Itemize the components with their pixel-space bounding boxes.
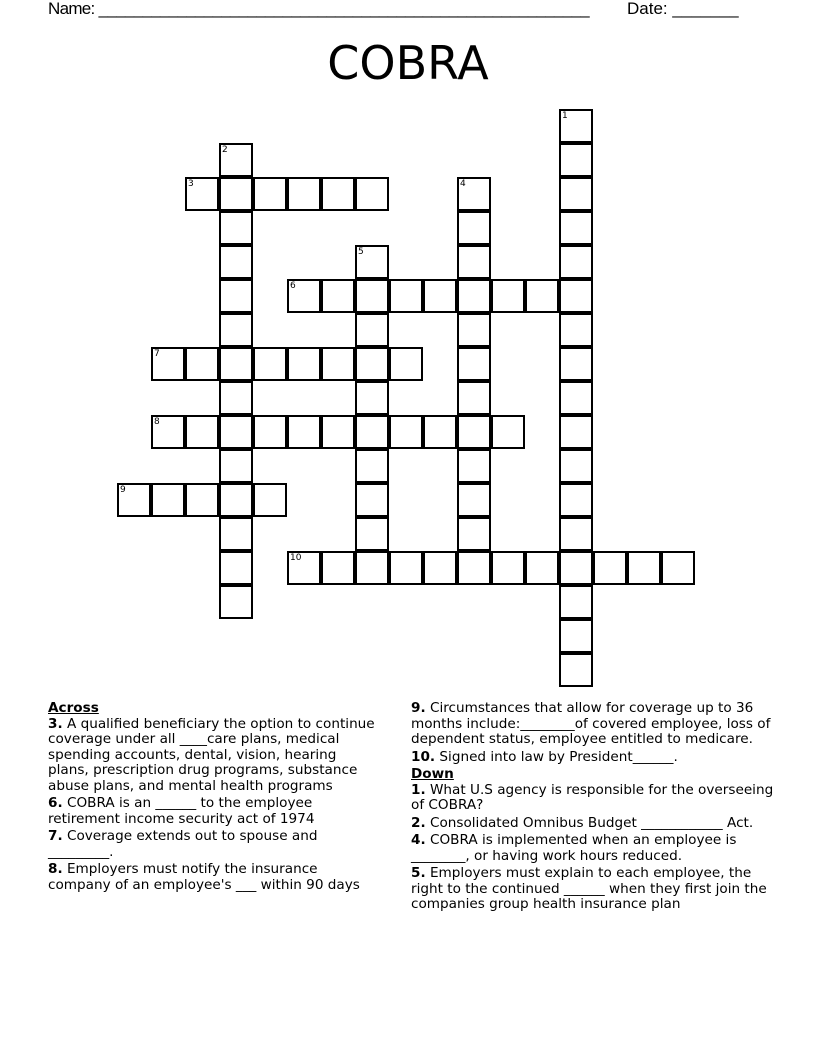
clue-number-label: 10 xyxy=(290,553,302,563)
clues-left-column xyxy=(48,701,378,895)
grid-cell[interactable] xyxy=(389,347,423,381)
grid-cell[interactable] xyxy=(355,279,389,313)
clue-number-label: 6 xyxy=(290,281,296,291)
clue-across-7 xyxy=(48,829,358,860)
grid-cell[interactable] xyxy=(457,279,491,313)
grid-cell[interactable] xyxy=(185,177,219,211)
grid-cell[interactable] xyxy=(219,177,253,211)
grid-cell[interactable] xyxy=(559,483,593,517)
clue-number: 7. xyxy=(48,828,63,844)
grid-cell[interactable] xyxy=(525,279,559,313)
grid-cell[interactable] xyxy=(355,381,389,415)
grid-cell[interactable] xyxy=(321,551,355,585)
grid-cell[interactable] xyxy=(355,245,389,279)
across-heading: Across xyxy=(48,700,99,716)
grid-cell[interactable] xyxy=(321,347,355,381)
clue-number: 3. xyxy=(48,715,63,732)
grid-cell[interactable] xyxy=(219,313,253,347)
clue-across-8 xyxy=(48,862,378,893)
clue-number-label: 2 xyxy=(222,145,228,155)
grid-cell[interactable] xyxy=(151,415,185,449)
grid-cell[interactable] xyxy=(457,245,491,279)
grid-cell[interactable] xyxy=(559,619,593,653)
clue-text: A qualified beneficiary the option to continue coverage under all ____care plans, medical spending accounts, dental, vision, hearing plans, prescription drug programs, substance abuse plans, and mental health programs xyxy=(48,715,375,794)
clue-across-6 xyxy=(48,796,378,827)
grid-cell[interactable] xyxy=(219,551,253,585)
grid-cell[interactable] xyxy=(321,177,355,211)
grid-cell[interactable] xyxy=(355,177,389,211)
grid-cell[interactable] xyxy=(559,177,593,211)
clue-down-2 xyxy=(411,816,783,832)
grid-cell[interactable] xyxy=(219,449,253,483)
clues-right-column xyxy=(411,701,783,915)
clue-number: 4. xyxy=(411,832,426,848)
clue-number: 10. xyxy=(411,748,436,765)
grid-cell[interactable] xyxy=(355,449,389,483)
clue-number-label: 7 xyxy=(154,349,160,359)
grid-cell[interactable] xyxy=(219,211,253,245)
grid-cell[interactable] xyxy=(321,279,355,313)
grid-cell[interactable] xyxy=(287,347,321,381)
grid-cell[interactable] xyxy=(559,211,593,245)
clue-across-10 xyxy=(411,750,783,766)
grid-cell[interactable] xyxy=(389,415,423,449)
grid-cell[interactable] xyxy=(457,449,491,483)
grid-cell[interactable] xyxy=(423,279,457,313)
clue-number: 1. xyxy=(411,781,426,798)
grid-cell[interactable] xyxy=(389,279,423,313)
grid-cell[interactable] xyxy=(219,245,253,279)
grid-cell[interactable] xyxy=(491,279,525,313)
grid-cell[interactable] xyxy=(457,211,491,245)
grid-cell[interactable] xyxy=(355,347,389,381)
grid-cell[interactable] xyxy=(457,483,491,517)
grid-cell[interactable] xyxy=(219,347,253,381)
grid-cell[interactable] xyxy=(559,449,593,483)
grid-cell[interactable] xyxy=(151,347,185,381)
grid-cell[interactable] xyxy=(559,415,593,449)
grid-cell[interactable] xyxy=(355,517,389,551)
grid-cell[interactable] xyxy=(423,415,457,449)
clue-number-label: 4 xyxy=(460,179,466,189)
clue-text: Employers must notify the insurance company of an employee's ___ within 90 days xyxy=(48,861,360,893)
clue-number: 8. xyxy=(48,861,63,877)
grid-cell[interactable] xyxy=(457,347,491,381)
grid-cell[interactable] xyxy=(559,381,593,415)
clue-number-label: 3 xyxy=(188,179,194,189)
grid-cell[interactable] xyxy=(287,279,321,313)
grid-cell[interactable] xyxy=(151,483,185,517)
grid-cell[interactable] xyxy=(457,517,491,551)
grid-cell[interactable] xyxy=(389,551,423,585)
grid-cell[interactable] xyxy=(219,143,253,177)
grid-cell[interactable] xyxy=(559,551,593,585)
clue-number-label: 5 xyxy=(358,247,364,257)
grid-cell[interactable] xyxy=(219,415,253,449)
grid-cell[interactable] xyxy=(117,483,151,517)
clue-down-4 xyxy=(411,833,783,864)
clue-text: COBRA is an ______ to the employee retirement income security act of 1974 xyxy=(48,795,315,827)
grid-cell[interactable] xyxy=(287,177,321,211)
grid-cell[interactable] xyxy=(627,551,661,585)
clue-number: 9. xyxy=(411,700,426,716)
clue-text: What U.S agency is responsible for the overseeing of COBRA? xyxy=(411,781,774,813)
grid-cell[interactable] xyxy=(559,313,593,347)
grid-cell[interactable] xyxy=(253,347,287,381)
date-field[interactable]: Date: _______ xyxy=(627,0,739,18)
clue-number-label: 9 xyxy=(120,485,126,495)
clue-number-label: 1 xyxy=(562,111,568,121)
grid-cell[interactable] xyxy=(491,551,525,585)
grid-cell[interactable] xyxy=(559,279,593,313)
grid-cell[interactable] xyxy=(321,415,355,449)
grid-cell[interactable] xyxy=(219,279,253,313)
grid-cell[interactable] xyxy=(457,177,491,211)
grid-cell[interactable] xyxy=(355,483,389,517)
clue-down-5 xyxy=(411,866,783,913)
grid-cell[interactable] xyxy=(525,551,559,585)
grid-cell[interactable] xyxy=(559,517,593,551)
clue-down-1 xyxy=(411,783,783,814)
clue-text: Consolidated Omnibus Budget ____________ Act. xyxy=(429,814,754,831)
grid-cell[interactable] xyxy=(457,381,491,415)
grid-cell[interactable] xyxy=(559,109,593,143)
clue-text: COBRA is implemented when an employee is ________, or having work hours reduced. xyxy=(411,832,737,864)
name-field[interactable]: Name: ________________________________________________________ xyxy=(48,0,589,18)
grid-cell[interactable] xyxy=(219,585,253,619)
grid-cell[interactable] xyxy=(457,551,491,585)
clue-text: Coverage extends out to spouse and _________. xyxy=(48,828,318,860)
grid-cell[interactable] xyxy=(559,585,593,619)
grid-cell[interactable] xyxy=(423,551,457,585)
down-heading: Down xyxy=(411,766,454,782)
grid-cell[interactable] xyxy=(491,415,525,449)
grid-cell[interactable] xyxy=(287,415,321,449)
clue-number: 6. xyxy=(48,795,63,811)
grid-cell[interactable] xyxy=(185,415,219,449)
grid-cell[interactable] xyxy=(661,551,695,585)
grid-cell[interactable] xyxy=(559,245,593,279)
grid-cell[interactable] xyxy=(185,483,219,517)
grid-cell[interactable] xyxy=(457,313,491,347)
page-title: COBRA xyxy=(327,36,489,90)
grid-cell[interactable] xyxy=(559,143,593,177)
grid-cell[interactable] xyxy=(355,551,389,585)
grid-cell[interactable] xyxy=(185,347,219,381)
grid-cell[interactable] xyxy=(593,551,627,585)
clue-across-3 xyxy=(48,717,378,795)
clue-number: 5. xyxy=(411,865,426,881)
grid-cell[interactable] xyxy=(219,517,253,551)
grid-cell[interactable] xyxy=(355,415,389,449)
grid-cell[interactable] xyxy=(287,551,321,585)
clue-text: Circumstances that allow for coverage up to 36 months include:________of covered employee, loss of dependent status, employee entitled to medicare. xyxy=(411,700,771,747)
grid-cell[interactable] xyxy=(559,347,593,381)
clue-number: 2. xyxy=(411,814,426,831)
clue-across-9 xyxy=(411,701,783,748)
clue-text: Employers must explain to each employee, the right to the continued ______ when they first join the companies group health insurance plan xyxy=(411,865,767,912)
grid-cell[interactable] xyxy=(253,415,287,449)
grid-cell[interactable] xyxy=(219,381,253,415)
grid-cell[interactable] xyxy=(559,653,593,687)
clue-number-label: 8 xyxy=(154,417,160,427)
grid-cell[interactable] xyxy=(219,483,253,517)
grid-cell[interactable] xyxy=(253,177,287,211)
grid-cell[interactable] xyxy=(253,483,287,517)
grid-cell[interactable] xyxy=(355,313,389,347)
grid-cell[interactable] xyxy=(457,415,491,449)
clue-text: Signed into law by President______. xyxy=(439,748,678,765)
